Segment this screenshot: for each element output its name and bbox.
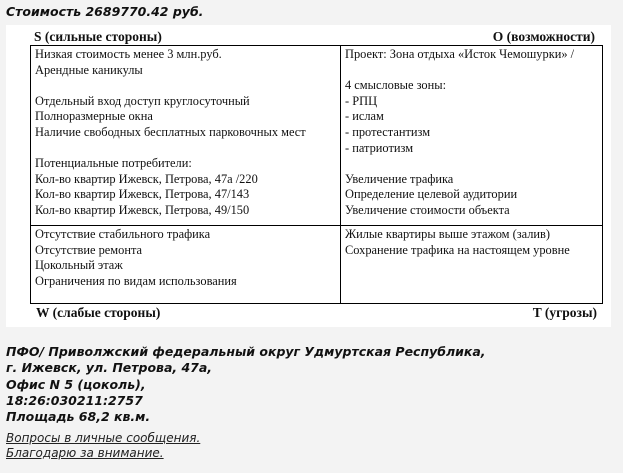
strength-spacer xyxy=(35,78,337,94)
strength-item: Полноразмерные окна xyxy=(35,109,153,124)
threat-item: Жилые квартиры выше этажом (залив) xyxy=(345,227,551,241)
opportunity-spacer xyxy=(345,63,599,79)
opportunities-cell xyxy=(341,46,603,226)
swot-table xyxy=(30,45,603,304)
weakness-item: Отсутствие стабильного трафика xyxy=(35,227,211,241)
weakness-item: Цокольный этаж xyxy=(35,258,123,273)
strength-item: Арендные каникулы xyxy=(35,62,143,77)
strength-item: Отдельный вход доступ круглосуточный xyxy=(35,93,250,108)
opportunity-item: - патриотизм xyxy=(345,140,414,155)
strength-item: Потенциальные потребители: xyxy=(35,156,192,171)
swot-analysis-image xyxy=(6,25,611,327)
weaknesses-cell xyxy=(31,226,341,304)
opportunity-item: - ислам xyxy=(345,109,384,124)
strength-item: Низкая стоимость менее 3 млн.руб. xyxy=(35,47,222,61)
opportunity-spacer xyxy=(345,156,599,172)
opportunity-item: Увеличение стоимости объекта xyxy=(345,202,510,217)
swot-threats-footer: T (угрозы) xyxy=(532,305,597,320)
opportunity-item: 4 смысловые зоны: xyxy=(345,78,447,93)
strength-spacer xyxy=(35,141,337,157)
swot-weaknesses-footer: W (слабые стороны) xyxy=(36,305,161,320)
swot-opportunities-header: O (возможности) xyxy=(492,29,595,44)
opportunity-item: Увеличение трафика xyxy=(345,171,454,186)
private-messages-link[interactable]: Вопросы в личные сообщения. xyxy=(6,431,201,445)
address-text: г. Ижевск, ул. Петрова, 47а, xyxy=(6,360,213,376)
swot-strengths-header: S (сильные стороны) xyxy=(34,29,162,44)
price-text: Стоимость 2689770.42 руб. xyxy=(6,4,204,19)
area-text: Площадь 68,2 кв.м. xyxy=(6,409,151,425)
property-info xyxy=(6,344,486,425)
opportunity-item: Проект: Зона отдыха «Исток Чемошурки» / xyxy=(345,47,575,61)
opportunity-item: - РПЦ xyxy=(345,93,378,108)
strengths-cell xyxy=(31,46,341,226)
threats-cell xyxy=(341,226,603,304)
cadastral-number: 18:26:030211:2757 xyxy=(6,392,143,408)
footer-links xyxy=(6,431,200,461)
strength-item: Кол-во квартир Ижевск, Петрова, 49/150 xyxy=(35,202,250,217)
weakness-item: Отсутствие ремонта xyxy=(35,242,143,257)
opportunity-item: Определение целевой аудитории xyxy=(345,187,518,202)
threat-item: Сохранение трафика на настоящем уровне xyxy=(345,242,570,257)
strength-item: Кол-во квартир Ижевск, Петрова, 47а /220 xyxy=(35,171,258,186)
strength-item: Наличие свободных бесплатных парковочных мест xyxy=(35,124,306,139)
office-text: Офис N 5 (цоколь), xyxy=(6,376,146,392)
strength-item: Кол-во квартир Ижевск, Петрова, 47/143 xyxy=(35,187,250,202)
weakness-item: Ограничения по видам использования xyxy=(35,273,237,288)
opportunity-item: - протестантизм xyxy=(345,124,431,139)
thanks-link[interactable]: Благодарю за внимание. xyxy=(6,446,164,460)
region-text: ПФО/ Приволжский федеральный округ Удмуртская Республика, xyxy=(6,344,486,359)
